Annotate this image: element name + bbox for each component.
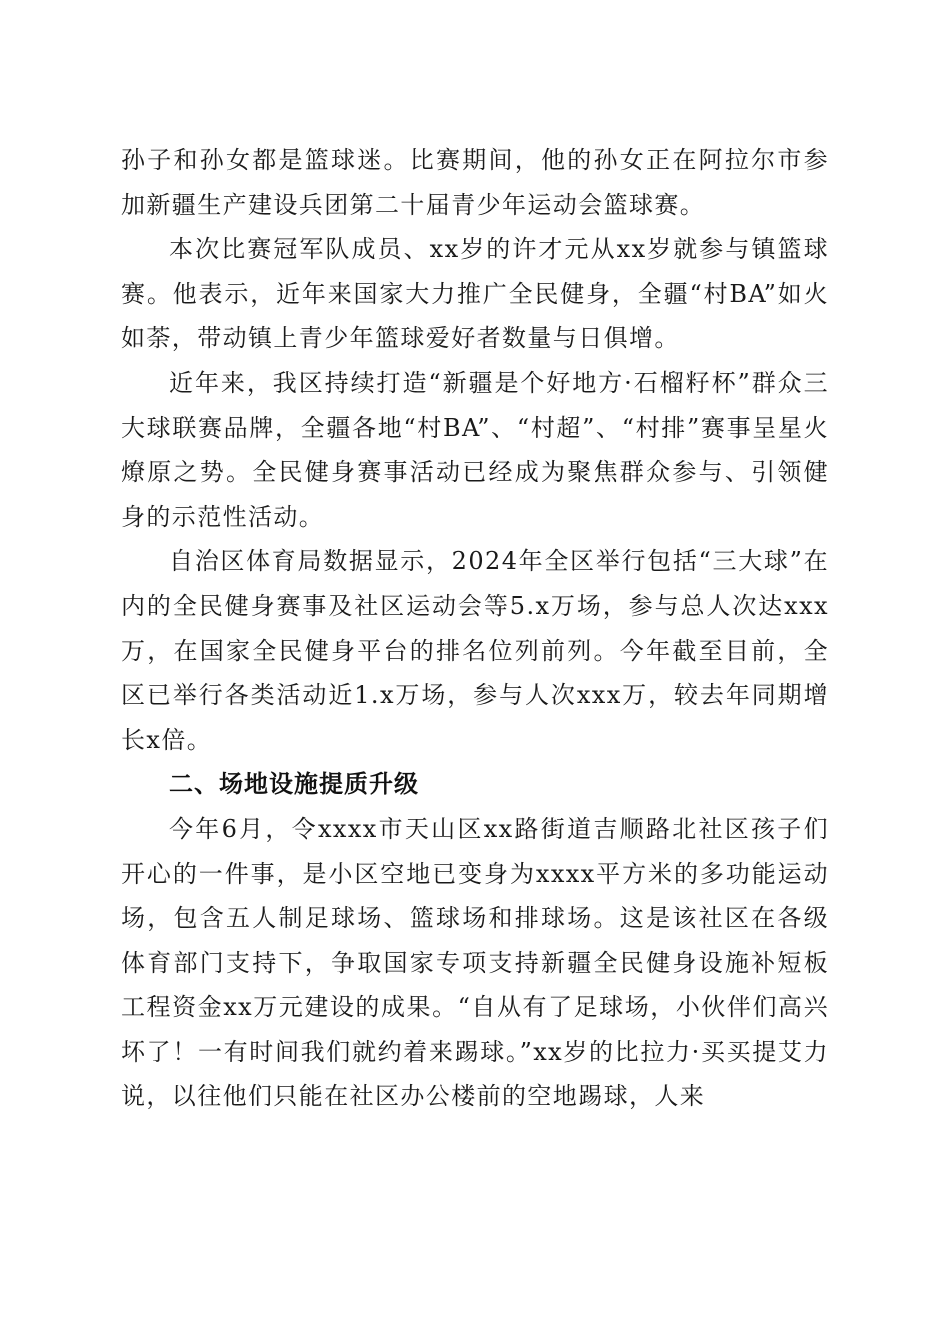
paragraph-league-brand: 近年来，我区持续打造“新疆是个好地方·石榴籽杯”群众三大球联赛品牌，全疆各地“村BA”、“村超”、“村排”赛事呈星火燎原之势。全民健身赛事活动已经成为聚焦群众参与、引领健身的示范性活动。: [121, 368, 829, 531]
document-body: [121, 138, 829, 1119]
paragraph-continued: 孙子和孙女都是篮球迷。比赛期间，他的孙女正在阿拉尔市参加新疆生产建设兵团第二十届青少年运动会篮球赛。: [121, 146, 829, 219]
section-heading: 二、场地设施提质升级: [169, 770, 419, 799]
paragraph-champion-player: 本次比赛冠军队成员、xx岁的许才元从xx岁就参与镇篮球赛。他表示，近年来国家大力推广全民健身，全疆“村BA”如火如荼，带动镇上青少年篮球爱好者数量与日俱增。: [121, 235, 829, 353]
paragraph-statistics: 自治区体育局数据显示，2024年全区举行包括“三大球”在内的全民健身赛事及社区运动会等5.x万场，参与总人次达xxx万，在国家全民健身平台的排名位列前列。今年截至目前，全区已举行各类活动近1.x万场，参与人次xxx万，较去年同期增长x倍。: [121, 547, 829, 754]
paragraph-facilities: 今年6月，令xxxx市天山区xx路街道吉顺路北社区孩子们开心的一件事，是小区空地已变身为xxxx平方米的多功能运动场，包含五人制足球场、篮球场和排球场。这是该社区在各级体育部门支持下，争取国家专项支持新疆全民健身设施补短板工程资金xx万元建设的成果。“自从有了足球场，小伙伴们高兴坏了！一有时间我们就约着来踢球。”xx岁的比拉力·买买提艾力说，以往他们只能在社区办公楼前的空地踢球，人来: [121, 814, 829, 1111]
